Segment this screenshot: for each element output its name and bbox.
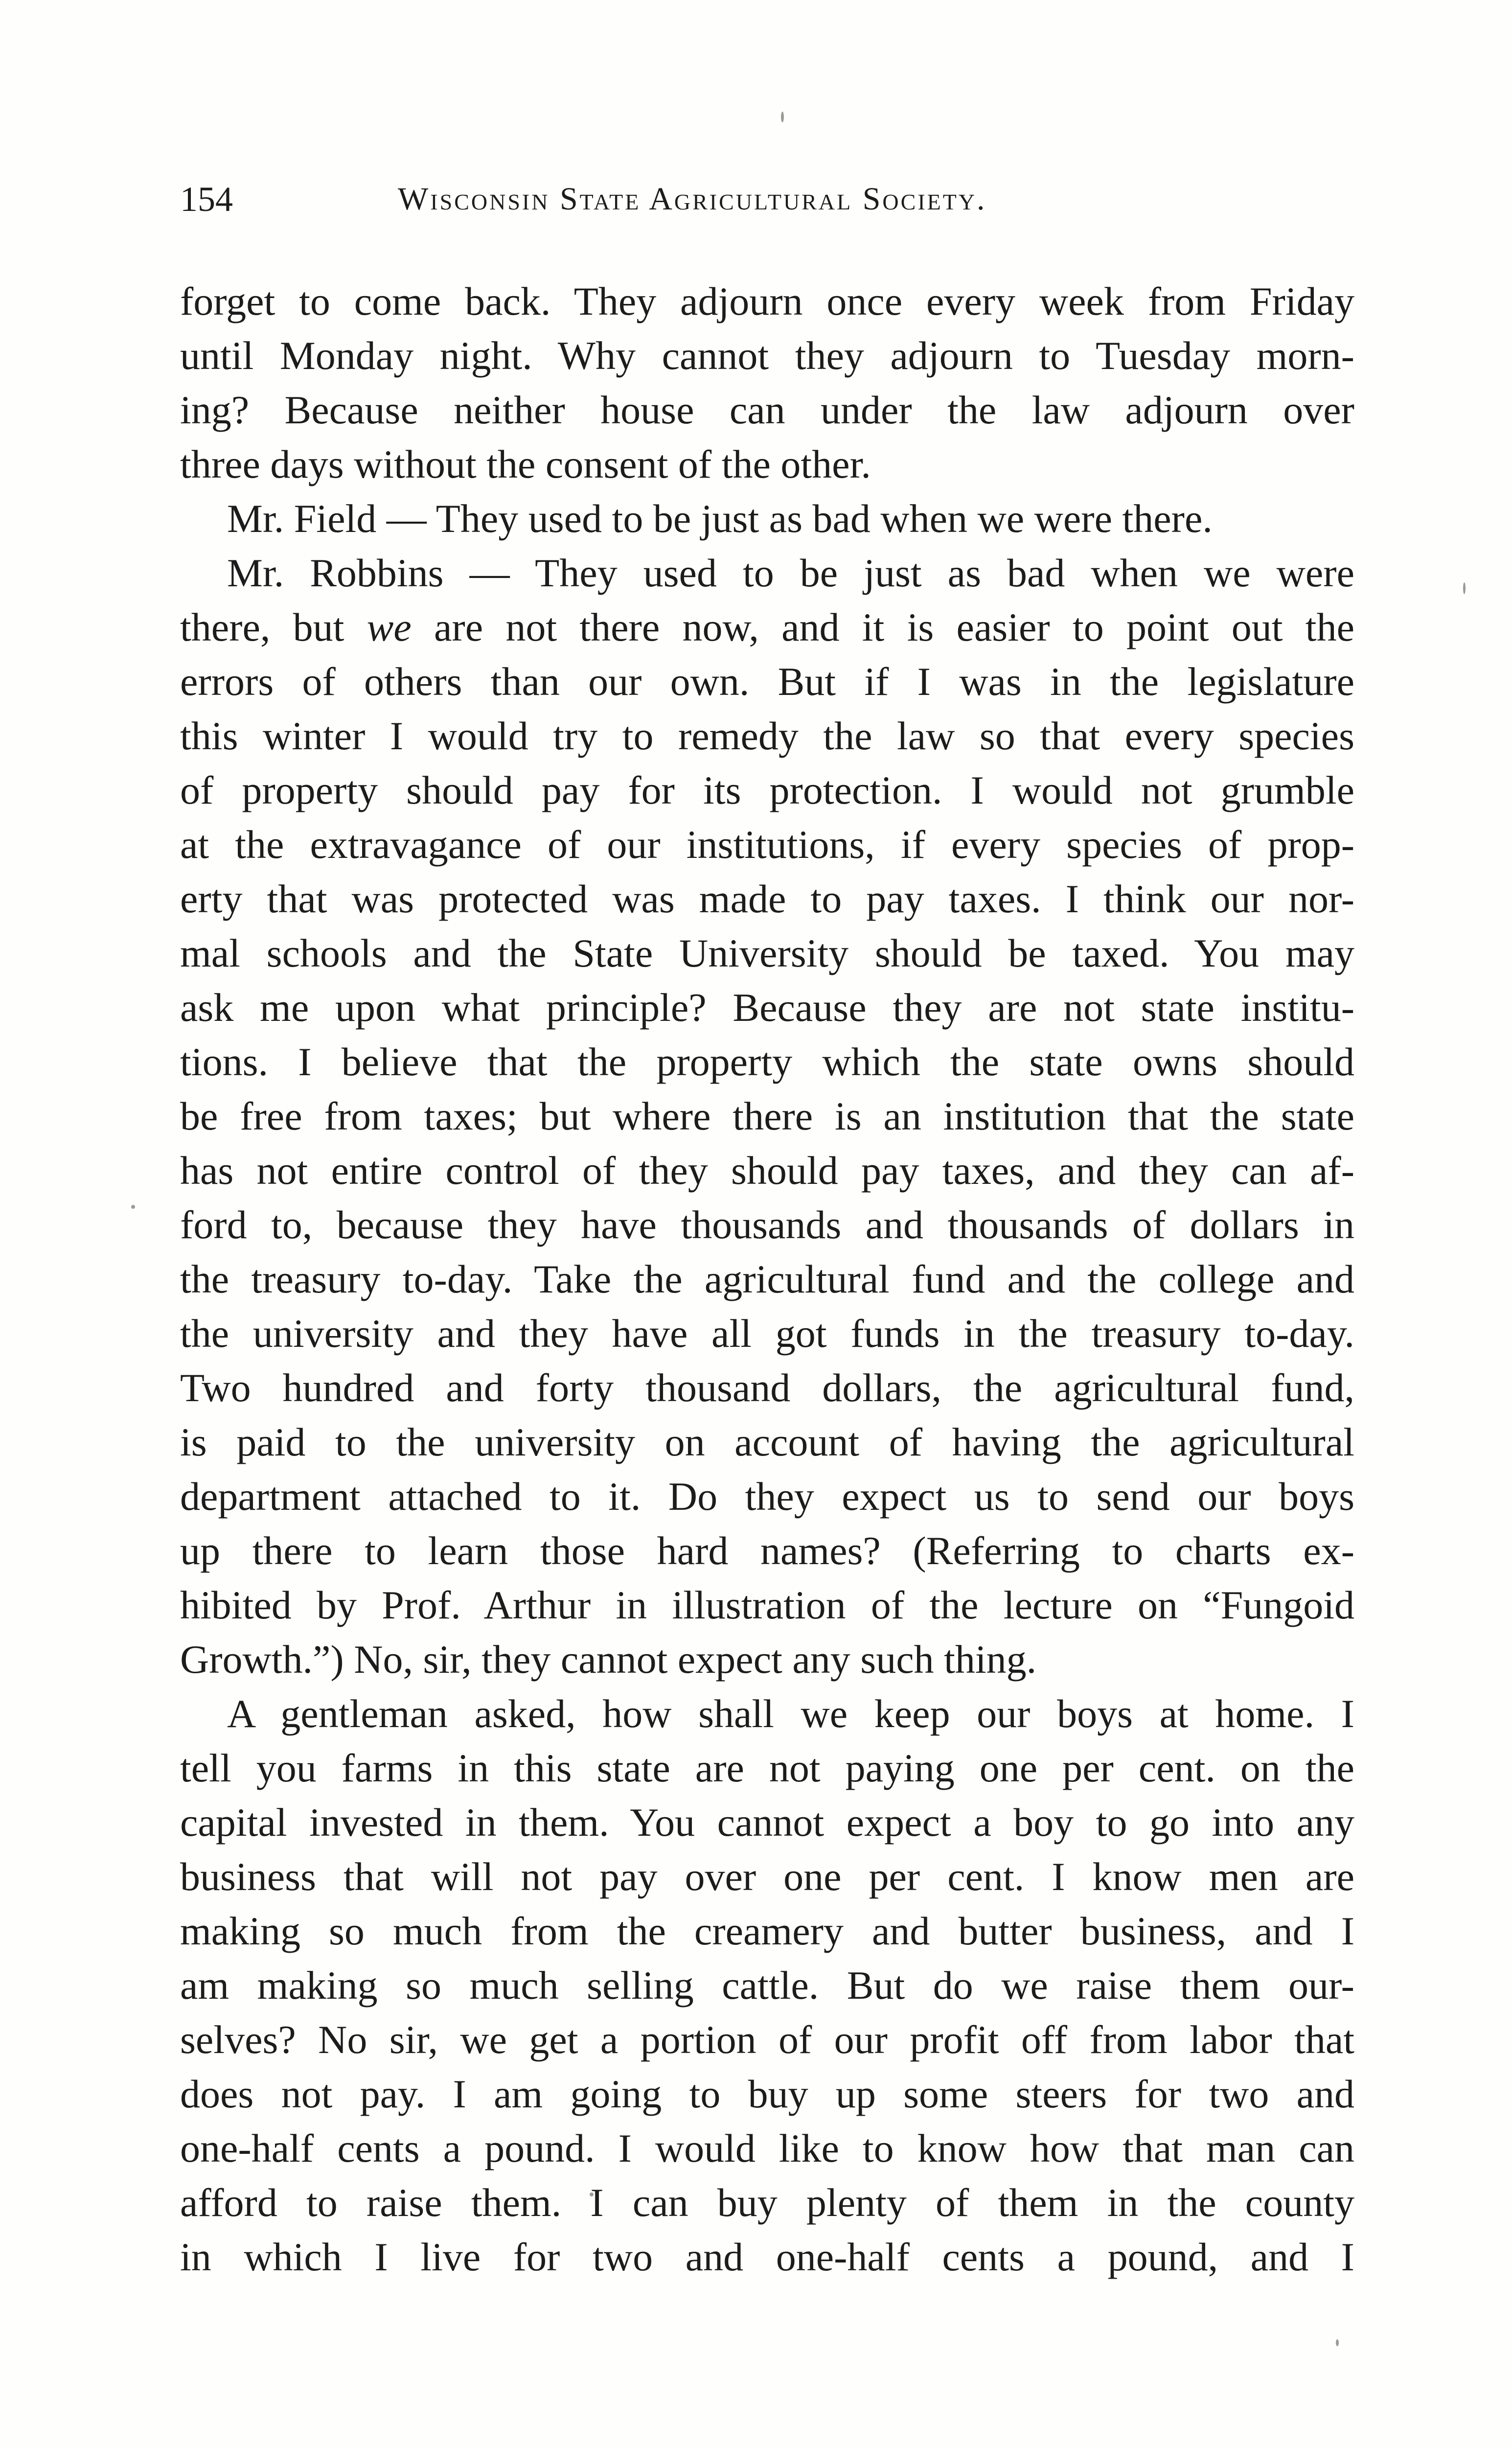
text-line: department attached to it. Do they expect us to send our boys [180, 1474, 1354, 1519]
text-line: business that will not pay over one per cent. I know men are [180, 1854, 1354, 1899]
text-fragment: are not there now, and it is easier to point out the [411, 605, 1354, 649]
text-line: in which I live for two and one-half cents a pound, and I [180, 2235, 1354, 2279]
text-line: tions. I believe that the property which the state owns should [180, 1039, 1354, 1084]
text-fragment: there, but [180, 605, 367, 649]
text-line: erty that was protected was made to pay taxes. I think our nor- [180, 877, 1354, 921]
text-line: errors of others than our own. But if I was in the legislature [180, 659, 1354, 704]
text-line: A gentleman asked, how shall we keep our boys at home. I [227, 1691, 1354, 1736]
text-line: selves? No sir, we get a portion of our profit off from labor that [180, 2017, 1354, 2062]
emphasis-text: we [367, 605, 412, 649]
text-line: is paid to the university on account of having the agricultural [180, 1420, 1354, 1464]
scan-speck [131, 1205, 135, 1209]
text-line: forget to come back. They adjourn once every week from Friday [180, 279, 1354, 323]
text-line: ford to, because they have thousands and thousands of dollars in [180, 1202, 1354, 1247]
text-line: ask me upon what principle? Because they are not state institu- [180, 985, 1354, 1030]
text-line [180, 600, 1354, 654]
text-line: hibited by Prof. Arthur in illustration of the lecture on “Fungoid [180, 1583, 1354, 1627]
text-line: Growth.”) No, sir, they cannot expect any such thing. [180, 1637, 1037, 1682]
text-line: afford to raise them. I can buy plenty of them in the county [180, 2180, 1354, 2225]
text-line: ing? Because neither house can under the law adjourn over [180, 388, 1354, 432]
text-line: of property should pay for its protection. I would not grumble [180, 768, 1354, 812]
text-line: Mr. Robbins — They used to be just as bad when we were [227, 551, 1354, 595]
text-line: making so much from the creamery and butter business, and I [180, 1909, 1354, 1953]
running-head: Wisconsin State Agricultural Society. [398, 181, 987, 217]
body-text [180, 274, 1354, 2284]
page-header [180, 172, 1354, 226]
text-line: the treasury to-day. Take the agricultural fund and the college and [180, 1257, 1354, 1301]
text-line: this winter I would try to remedy the law so that every species [180, 714, 1354, 758]
page-number: 154 [180, 180, 233, 219]
text-line: does not pay. I am going to buy up some steers for two and [180, 2072, 1354, 2116]
text-line: one-half cents a pound. I would like to know how that man can [180, 2126, 1354, 2170]
text-line: three days without the consent of the other. [180, 442, 871, 486]
text-line: Two hundred and forty thousand dollars, the agricultural fund, [180, 1365, 1354, 1410]
scan-speck [1463, 582, 1466, 594]
text-line: am making so much selling cattle. But do we raise them our- [180, 1963, 1354, 2008]
text-line: tell you farms in this state are not paying one per cent. on the [180, 1746, 1354, 1790]
text-line: has not entire control of they should pay taxes, and they can af- [180, 1148, 1354, 1193]
text-line: Mr. Field — They used to be just as bad when we were there. [227, 496, 1213, 541]
scan-speck [781, 112, 784, 122]
text-line: the university and they have all got funds in the treasury to-day. [180, 1311, 1354, 1356]
text-line: capital invested in them. You cannot expect a boy to go into any [180, 1800, 1354, 1845]
text-line: be free from taxes; but where there is an institution that the state [180, 1094, 1354, 1138]
text-line: at the extravagance of our institutions, if every species of prop- [180, 822, 1354, 867]
text-line: up there to learn those hard names? (Referring to charts ex- [180, 1528, 1354, 1573]
text-line: mal schools and the State University should be taxed. You may [180, 931, 1354, 975]
scan-speck [1336, 2339, 1339, 2346]
text-line: until Monday night. Why cannot they adjourn to Tuesday morn- [180, 333, 1354, 378]
